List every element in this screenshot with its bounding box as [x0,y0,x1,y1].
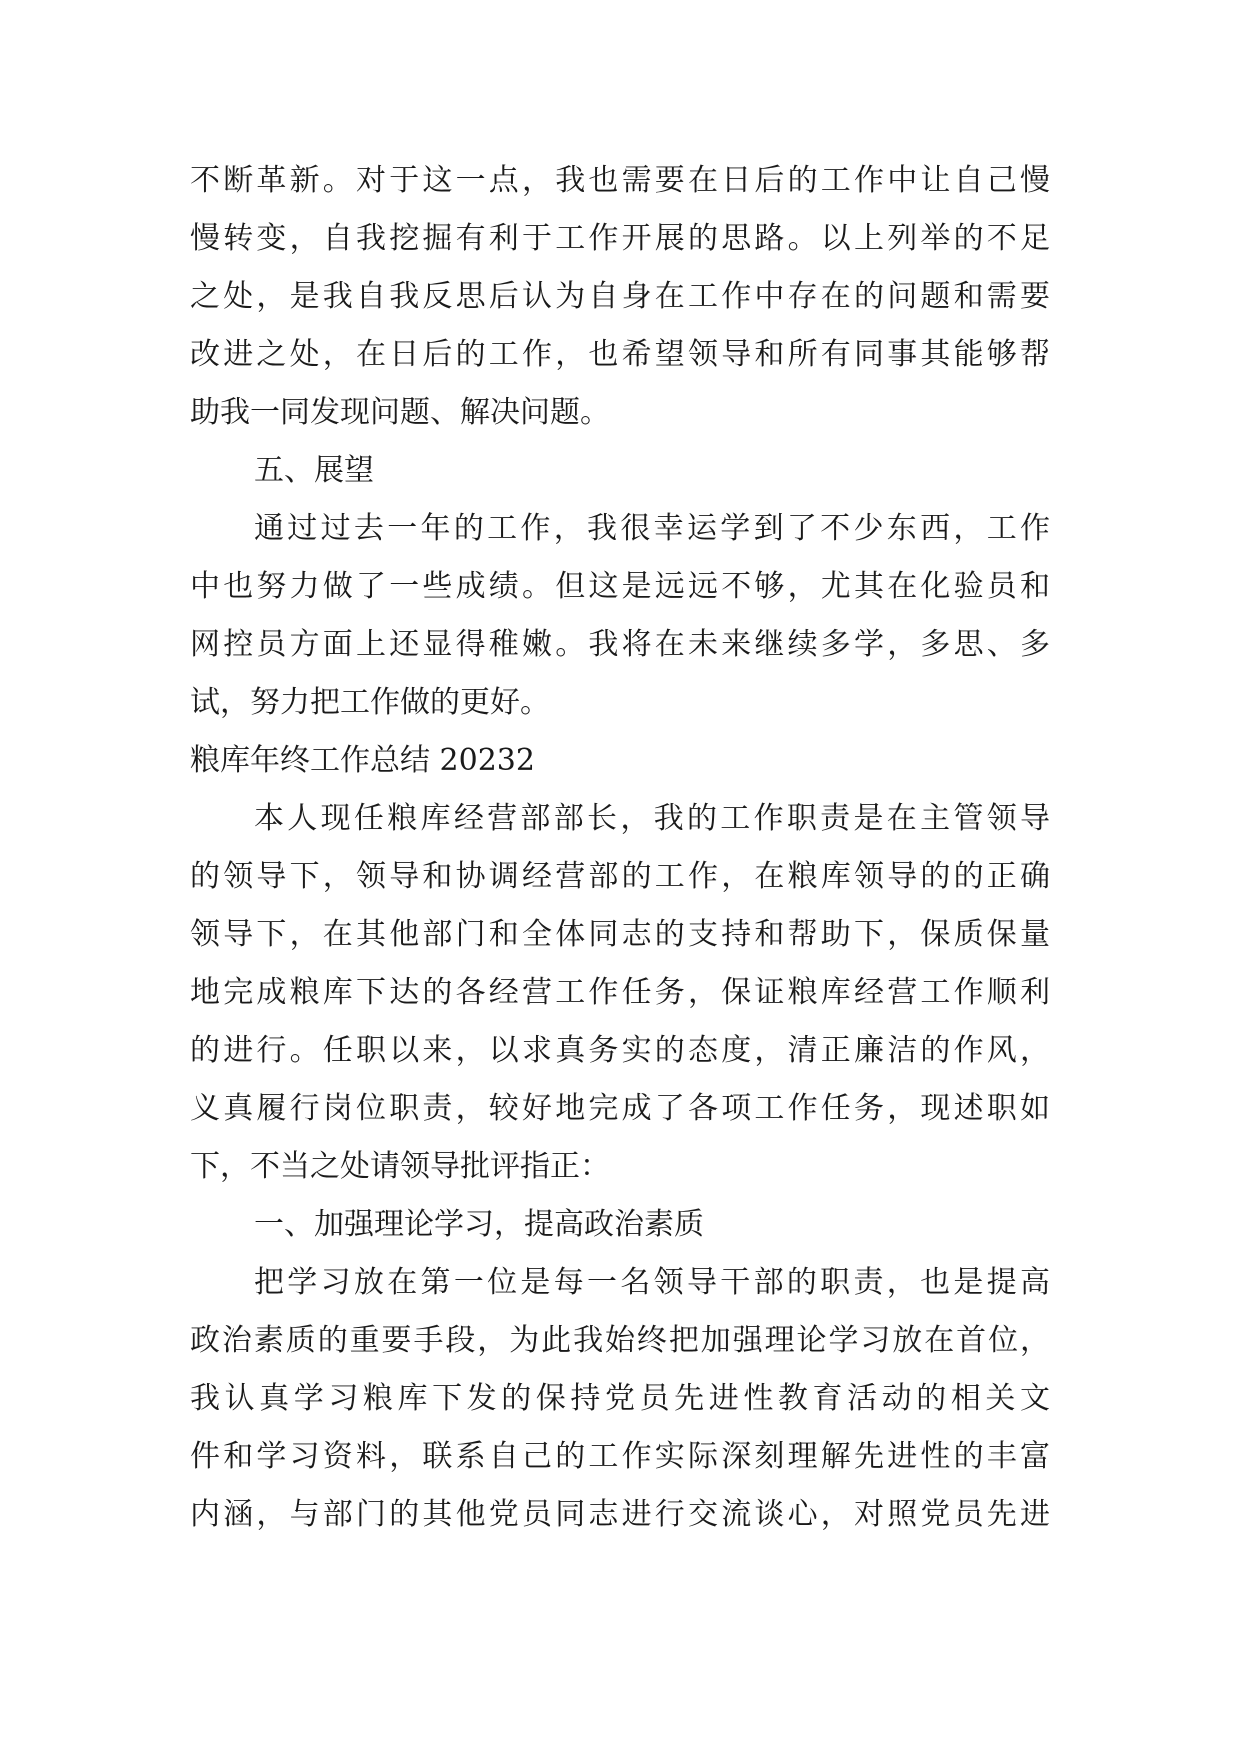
document-title: 粮库年终工作总结 20232 [190,743,535,778]
text-line: 我认真学习粮库下发的保持党员先进性教育活动的相关文 [190,1381,1050,1416]
text-line: 助我一同发现问题、解决问题。 [190,395,610,430]
text-line: 地完成粮库下达的各经营工作任务，保证粮库经营工作顺利 [190,975,1050,1010]
paragraph-first-line: 把学习放在第一位是每一名领导干部的职责，也是提高 [254,1265,1050,1300]
paragraph-first-line: 本人现任粮库经营部部长，我的工作职责是在主管领导 [254,801,1050,836]
section-heading: 一、加强理论学习，提高政治素质 [254,1207,704,1242]
text-line: 件和学习资料，联系自己的工作实际深刻理解先进性的丰富 [190,1439,1050,1474]
section-heading: 五、展望 [254,453,374,488]
text-line: 义真履行岗位职责，较好地完成了各项工作任务，现述职如 [190,1091,1050,1126]
text-line: 慢转变，自我挖掘有利于工作开展的思路。以上列举的不足 [190,221,1050,256]
text-line: 的进行。任职以来，以求真务实的态度，清正廉洁的作风， [190,1033,1050,1068]
text-line: 下，不当之处请领导批评指正： [190,1149,610,1184]
paragraph-first-line: 通过过去一年的工作，我很幸运学到了不少东西，工作 [254,511,1050,546]
text-line: 不断革新。对于这一点，我也需要在日后的工作中让自己慢 [190,163,1050,198]
text-line: 试，努力把工作做的更好。 [190,685,550,720]
text-line: 中也努力做了一些成绩。但这是远远不够，尤其在化验员和 [190,569,1050,604]
text-line: 之处，是我自我反思后认为自身在工作中存在的问题和需要 [190,279,1050,314]
text-line: 领导下，在其他部门和全体同志的支持和帮助下，保质保量 [190,917,1050,952]
text-line: 网控员方面上还显得稚嫩。我将在未来继续多学，多思、多 [190,627,1050,662]
text-line: 政治素质的重要手段，为此我始终把加强理论学习放在首位， [190,1323,1050,1358]
text-line: 内涵，与部门的其他党员同志进行交流谈心，对照党员先进 [190,1497,1050,1532]
text-line: 的领导下，领导和协调经营部的工作，在粮库领导的的正确 [190,859,1050,894]
text-line: 改进之处，在日后的工作，也希望领导和所有同事其能够帮 [190,337,1050,372]
